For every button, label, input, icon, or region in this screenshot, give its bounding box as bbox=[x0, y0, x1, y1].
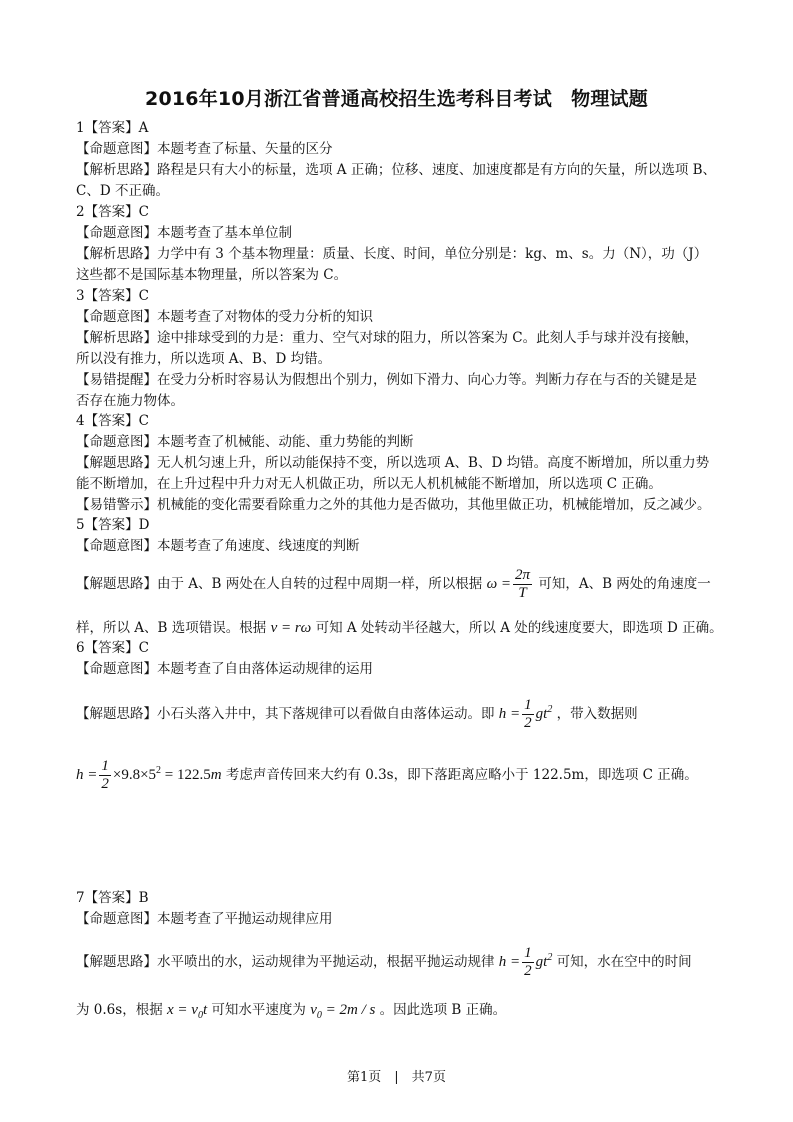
q5-solve-text-c: 样，所以 A、B 选项错误。根据 bbox=[76, 620, 267, 636]
q4-solve-line1: 【解题思路】无人机匀速上升，所以动能保持不变，所以选项 A、B、D 均错。高度不断增加，所以重力势 bbox=[76, 455, 710, 471]
q7-intent: 【命题意图】本题考查了平抛运动规律应用 bbox=[76, 911, 333, 927]
q1-solve-line2: C、D 不正确。 bbox=[76, 183, 169, 199]
q7-solve-text-b: 可知，水在空中的时间 bbox=[556, 954, 692, 970]
q3-tip-line1: 【易错提醒】在受力分析时容易认为假想出个别力，例如下滑力、向心力等。判断力存在与否的关键是是 bbox=[76, 372, 697, 388]
page-footer: 第1页 | 共7页 bbox=[347, 1070, 446, 1085]
q7-solve-text-e: 。因此选项 B 正确。 bbox=[379, 1002, 507, 1018]
q1-solve-line1: 【解析思路】路程是只有大小的标量，选项 A 正确；位移、速度、加速度都是有方向的矢量，所以选项 B、 bbox=[76, 162, 717, 178]
q7-solve-line2 bbox=[76, 1000, 506, 1026]
q5-answer: 5【答案】D bbox=[76, 517, 150, 533]
q1-intent: 【命题意图】本题考查了标量、矢量的区分 bbox=[76, 141, 333, 157]
q3-answer: 3【答案】C bbox=[76, 288, 149, 304]
horizontal-formula: $x = v_0t$ bbox=[167, 1002, 208, 1021]
omega-formula: ω = bbox=[486, 576, 512, 592]
q6-solve-text-a: 【解题思路】小石头落入井中，其下落规律可以看做自由落体运动。即 bbox=[76, 706, 495, 722]
q6-intent: 【命题意图】本题考查了自由落体运动规律的运用 bbox=[76, 661, 373, 677]
q7-solve-text-c: 为 0.6s，根据 bbox=[76, 1002, 163, 1018]
projectile-formula-h: h = bbox=[498, 954, 521, 970]
q5-solve-line1 bbox=[76, 566, 711, 602]
page-title: 2016年10月浙江省普通高校招生选考科目考试 物理试题 bbox=[145, 88, 648, 110]
q6-solve-text-c: 考虑声音传回来大约有 0.3s，即下落距离应略小于 122.5m，即选项 C 正确。 bbox=[225, 767, 698, 783]
q2-solve-line2: 这些都不是国际基本物理量，所以答案为 C。 bbox=[76, 267, 348, 283]
freefall-fraction: $\frac{1}{2}$ bbox=[524, 697, 532, 731]
q4-solve-line2: 能不断增加，在上升过程中升力对无人机做正功，所以无人机机械能不断增加，所以选项 C 正确。 bbox=[76, 476, 662, 492]
q1-answer: 1【答案】A bbox=[76, 120, 149, 136]
q6-solve-line1 bbox=[76, 692, 638, 732]
q6-solve-text-b: ，带入数据则 bbox=[556, 706, 638, 722]
projectile-fraction: $\frac{1}{2}$ bbox=[524, 945, 532, 979]
calc-fraction: $\frac{1}{2}$ bbox=[101, 758, 109, 792]
projectile-formula-gt: $gt^2$ bbox=[535, 952, 553, 970]
q6-solve-line2 bbox=[76, 753, 698, 793]
q7-answer: 7【答案】B bbox=[76, 890, 149, 906]
calc-formula-rest: $\times 9.8\times 5^2 = 122.5m$ bbox=[112, 765, 222, 783]
omega-fraction: $\frac{2\pi}{T}$ bbox=[515, 567, 531, 601]
q3-intent: 【命题意图】本题考查了对物体的受力分析的知识 bbox=[76, 309, 373, 325]
q4-warning: 【易错警示】机械能的变化需要看除重力之外的其他力是否做功，其他里做正功，机械能增加，反之减少。 bbox=[76, 497, 711, 513]
q5-solve-text-d: 可知 A 处转动半径越大，所以 A 处的线速度要大，即选项 D 正确。 bbox=[315, 620, 723, 636]
velocity-formula: v = rω bbox=[270, 620, 312, 636]
q3-solve-line1: 【解析思路】途中排球受到的力是：重力、空气对球的阻力，所以答案为 C。此刻人手与球并没有接触， bbox=[76, 330, 699, 346]
q7-solve-line1 bbox=[76, 940, 692, 980]
q4-intent: 【命题意图】本题考查了机械能、动能、重力势能的判断 bbox=[76, 434, 414, 450]
q3-tip-line2: 否存在施力物体。 bbox=[76, 393, 184, 409]
q2-answer: 2【答案】C bbox=[76, 204, 149, 220]
q5-solve-text-b: 可知，A、B 两处的角速度一 bbox=[538, 576, 711, 592]
q5-solve-line2 bbox=[76, 618, 723, 638]
q7-solve-text-d: 可知水平速度为 bbox=[211, 1002, 306, 1018]
q4-answer: 4【答案】C bbox=[76, 413, 149, 429]
q3-solve-line2: 所以没有推力，所以选项 A、B、D 均错。 bbox=[76, 351, 332, 367]
q7-solve-text-a: 【解题思路】水平喷出的水，运动规律为平抛运动，根据平抛运动规律 bbox=[76, 954, 495, 970]
q5-intent: 【命题意图】本题考查了角速度、线速度的判断 bbox=[76, 538, 360, 554]
freefall-formula-h: h = bbox=[498, 706, 521, 722]
q5-solve-text-a: 【解题思路】由于 A、B 两处在人自转的过程中周期一样，所以根据 bbox=[76, 576, 483, 592]
velocity-value: $v_0 = 2m / s$ bbox=[310, 1002, 376, 1021]
q2-intent: 【命题意图】本题考查了基本单位制 bbox=[76, 225, 292, 241]
q2-solve-line1: 【解析思路】力学中有 3 个基本物理量：质量、长度、时间，单位分别是：kg、m、s。力（N），功（J） bbox=[76, 246, 708, 262]
q6-answer: 6【答案】C bbox=[76, 640, 149, 656]
freefall-formula-gt: $gt^2$ bbox=[535, 704, 553, 722]
calc-formula-h: h = bbox=[76, 767, 98, 783]
